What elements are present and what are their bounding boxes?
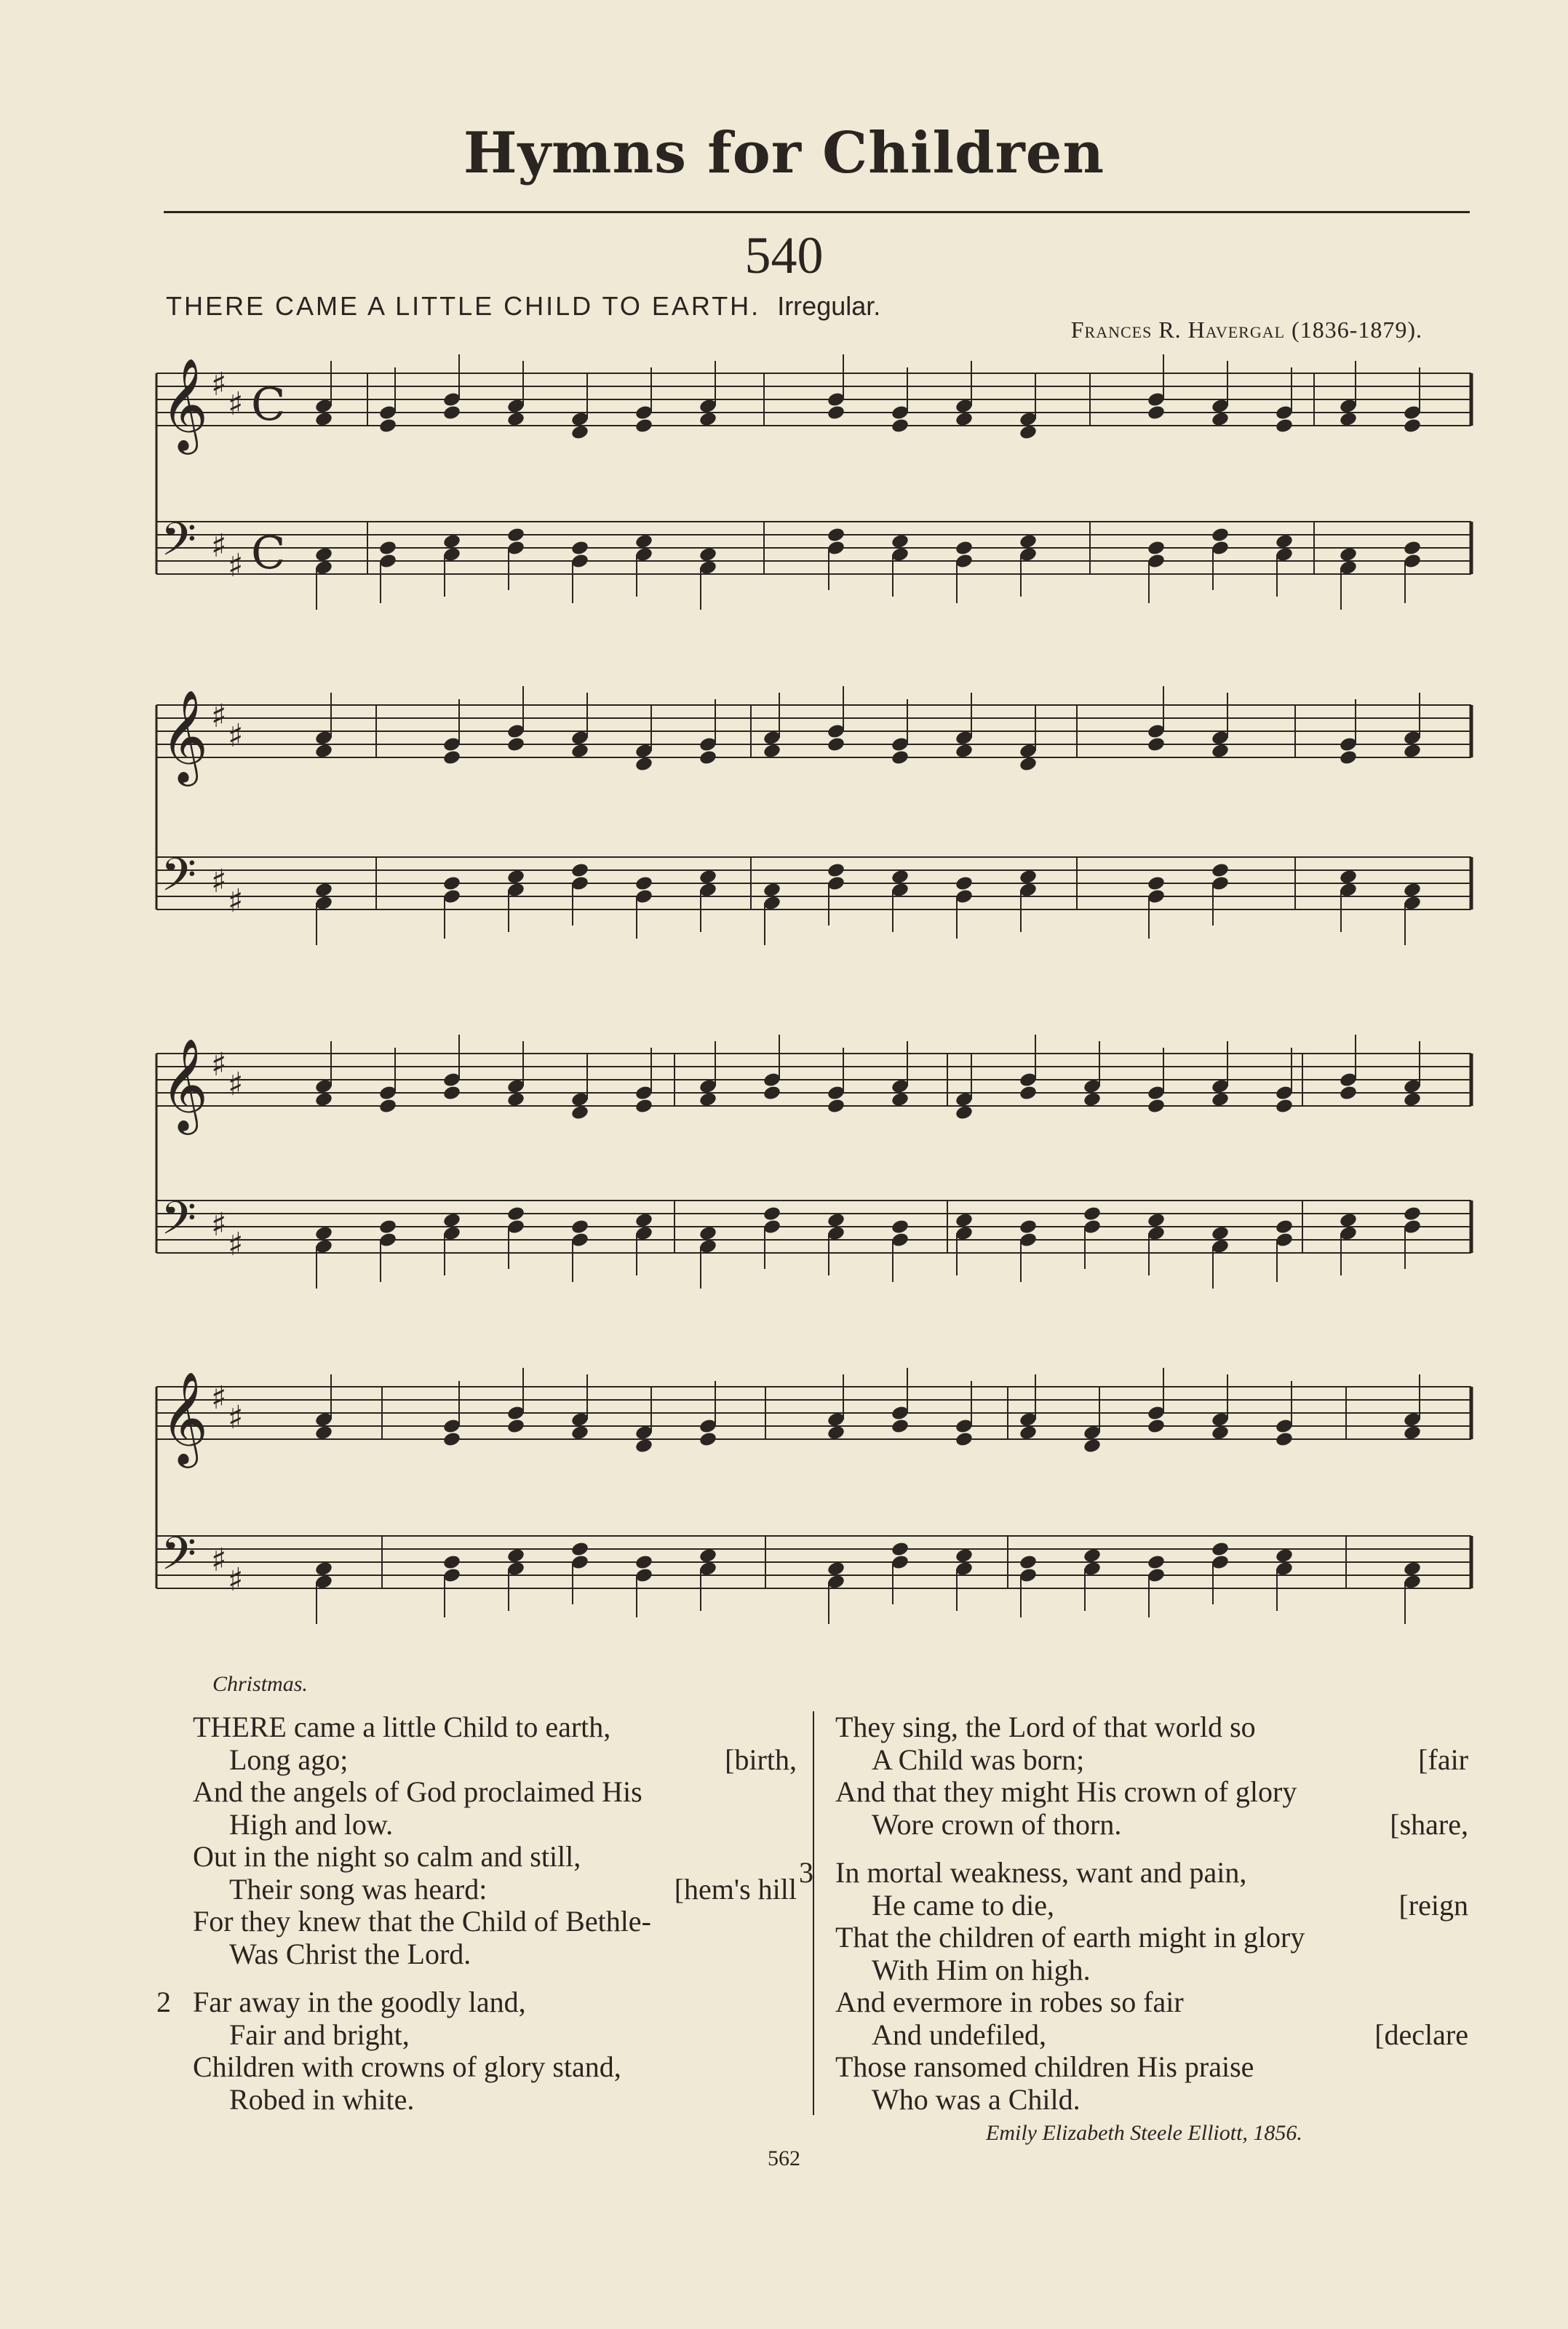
note-head	[1403, 743, 1422, 760]
note-head	[955, 743, 974, 760]
note-head	[378, 1098, 397, 1115]
note-head	[827, 405, 845, 421]
note-head	[570, 424, 589, 441]
verse-line	[835, 1776, 1468, 1809]
note-head	[1403, 1091, 1422, 1108]
stanza-gap	[835, 1841, 1468, 1857]
note-head	[314, 1091, 333, 1108]
note-head	[699, 1091, 717, 1108]
note-head	[506, 1418, 525, 1435]
sharp-sign: ♯	[211, 366, 227, 403]
note-head	[314, 1225, 333, 1242]
verse-line	[835, 1954, 1468, 1987]
sharp-sign: ♯	[211, 1380, 227, 1417]
note-head	[827, 1098, 845, 1115]
note-head	[506, 1091, 525, 1108]
verse-text: Long ago;	[229, 1743, 349, 1776]
sharp-sign: ♯	[228, 547, 244, 584]
verse-line	[193, 2051, 797, 2084]
note-head	[891, 1091, 910, 1108]
stanza	[799, 1856, 1468, 2116]
note-head	[891, 533, 910, 550]
sharp-sign: ♯	[211, 1046, 227, 1083]
note-head	[1211, 1425, 1230, 1441]
note-head	[1019, 1554, 1038, 1571]
sharp-sign: ♯	[211, 698, 227, 735]
stanza	[193, 1711, 797, 1970]
note-head	[442, 1212, 461, 1229]
note-head	[1339, 546, 1358, 563]
verse-line	[193, 1776, 797, 1809]
note-head	[1403, 1425, 1422, 1441]
section-title: Hymns for Children	[463, 120, 1105, 186]
common-time-sign: C	[251, 526, 286, 579]
verse-text: Robed in white.	[229, 2082, 415, 2116]
note-head	[1339, 869, 1358, 885]
note-head	[891, 1418, 910, 1435]
stanza	[835, 1711, 1468, 1841]
hymn-number: 540	[744, 226, 824, 284]
note-head	[955, 1548, 974, 1564]
note-head	[506, 736, 525, 753]
verse-text: For they knew that the Child of Bethle-	[193, 1905, 651, 1938]
sharp-sign: ♯	[211, 1542, 227, 1579]
sharp-sign: ♯	[228, 1561, 244, 1599]
treble-clef: 𝄞	[161, 1038, 209, 1131]
note-head	[442, 405, 461, 421]
note-head	[634, 1098, 653, 1115]
bass-clef: 𝄢	[161, 1191, 196, 1256]
note-head	[763, 882, 781, 899]
verse-line	[835, 2084, 1468, 2117]
note-head	[827, 1425, 845, 1441]
note-head	[1339, 1212, 1358, 1229]
note-head	[827, 527, 845, 544]
verse-line	[835, 1744, 1468, 1777]
note-head	[891, 1219, 910, 1235]
sharp-sign: ♯	[228, 1066, 244, 1103]
sharp-sign: ♯	[211, 863, 227, 900]
verse-overflow: [reign	[1398, 1888, 1468, 1922]
note-head	[1019, 869, 1038, 885]
verse-line	[835, 1922, 1468, 1954]
note-head	[506, 411, 525, 428]
verse-text: Fair and bright,	[229, 2018, 410, 2051]
stanza-number: 2	[156, 1986, 171, 2018]
note-head	[634, 1438, 653, 1454]
verse-text: High and low.	[229, 1807, 394, 1841]
note-head	[1083, 1091, 1102, 1108]
note-head	[378, 418, 397, 434]
note-head	[634, 533, 653, 550]
verse-text: A Child was born;	[872, 1743, 1085, 1776]
sharp-sign: ♯	[228, 1226, 244, 1263]
note-head	[314, 1425, 333, 1441]
note-head	[1275, 1219, 1294, 1235]
note-head	[955, 1212, 974, 1229]
note-head	[1147, 875, 1166, 892]
verse-text: And that they might His crown of glory	[835, 1775, 1297, 1808]
note-head	[891, 418, 910, 434]
note-head	[1403, 1206, 1422, 1222]
author-attribution: Emily Elizabeth Steele Elliott, 1856.	[986, 2121, 1302, 2145]
stanza-column-left	[156, 1711, 797, 2116]
verse-line	[193, 1711, 797, 1744]
verse-text: Their song was heard:	[229, 1872, 487, 1906]
note-head	[1403, 882, 1422, 899]
note-head	[442, 875, 461, 892]
note-head	[1147, 540, 1166, 557]
verse-overflow: [share,	[1390, 1807, 1468, 1841]
note-head	[891, 749, 910, 766]
note-head	[1211, 1541, 1230, 1558]
note-head	[763, 1206, 781, 1222]
note-head	[378, 540, 397, 557]
note-head	[699, 869, 717, 885]
note-head	[634, 1554, 653, 1571]
note-head	[1403, 418, 1422, 434]
note-head	[699, 1225, 717, 1242]
note-head	[1339, 1085, 1358, 1102]
verse-line	[835, 2051, 1468, 2084]
note-head	[570, 540, 589, 557]
verse-line	[835, 1890, 1468, 1922]
note-head	[1211, 1225, 1230, 1242]
note-head	[699, 1548, 717, 1564]
verse-line	[835, 1809, 1468, 1842]
note-head	[1211, 743, 1230, 760]
bass-clef: 𝄢	[161, 1526, 196, 1591]
verse-text: With Him on high.	[872, 1953, 1091, 1986]
note-head	[378, 1219, 397, 1235]
stanza	[156, 1986, 797, 2116]
verse-line	[193, 1841, 797, 1874]
note-head	[442, 1431, 461, 1448]
verse-overflow: [declare	[1374, 2018, 1468, 2051]
verse-text: THERE came a little Child to earth,	[193, 1711, 611, 1743]
note-head	[1403, 540, 1422, 557]
stanza-gap	[193, 1970, 797, 1986]
verse-line	[835, 1986, 1468, 2019]
verse-text: Wore crown of thorn.	[872, 1807, 1122, 1841]
note-head	[763, 1085, 781, 1102]
note-head	[570, 1541, 589, 1558]
note-head	[827, 1561, 845, 1577]
verse-line	[835, 1711, 1468, 1744]
tune-meter: Irregular.	[777, 291, 881, 321]
note-head	[955, 411, 974, 428]
note-head	[891, 869, 910, 885]
sharp-sign: ♯	[228, 386, 244, 423]
note-head	[1147, 1212, 1166, 1229]
note-head	[827, 736, 845, 753]
sharp-sign: ♯	[228, 883, 244, 920]
bass-clef: 𝄢	[161, 512, 196, 577]
verse-line	[193, 2019, 797, 2052]
verse-text: Far away in the goodly land,	[193, 1986, 526, 2018]
occasion-label: Christmas.	[212, 1672, 308, 1696]
treble-clef: 𝄞	[161, 689, 209, 782]
verse-line	[835, 2019, 1468, 2052]
note-head	[570, 1104, 589, 1121]
note-head	[1147, 736, 1166, 753]
note-head	[1211, 411, 1230, 428]
note-head	[1275, 1548, 1294, 1564]
note-head	[1403, 1561, 1422, 1577]
note-head	[827, 862, 845, 879]
note-head	[1083, 1206, 1102, 1222]
note-head	[1275, 1431, 1294, 1448]
note-head	[634, 418, 653, 434]
note-head	[827, 1212, 845, 1229]
verse-text: Was Christ the Lord.	[229, 1937, 471, 1970]
sharp-sign: ♯	[228, 717, 244, 755]
note-head	[1147, 405, 1166, 421]
note-head	[1083, 1548, 1102, 1564]
verse-text: They sing, the Lord of that world so	[835, 1711, 1256, 1743]
note-head	[1019, 533, 1038, 550]
tune-title: THERE CAME A LITTLE CHILD TO EARTH.	[166, 291, 761, 321]
note-head	[1019, 1219, 1038, 1235]
note-head	[442, 1554, 461, 1571]
note-head	[570, 1425, 589, 1441]
note-head	[699, 1431, 717, 1448]
note-head	[1083, 1438, 1102, 1454]
stanza-column-right	[799, 1711, 1468, 2116]
note-head	[314, 1561, 333, 1577]
page-number: 562	[768, 2146, 800, 2170]
verse-text: He came to die,	[872, 1888, 1054, 1922]
note-head	[1275, 533, 1294, 550]
note-head	[506, 527, 525, 544]
sharp-sign: ♯	[211, 527, 227, 565]
note-head	[506, 869, 525, 885]
note-head	[1019, 1425, 1038, 1441]
note-head	[442, 533, 461, 550]
note-head	[1211, 527, 1230, 544]
composer-name: Frances R. Havergal (1836-1879).	[1070, 316, 1422, 343]
note-head	[634, 1212, 653, 1229]
note-head	[570, 743, 589, 760]
note-head	[699, 546, 717, 563]
note-head	[1211, 1091, 1230, 1108]
note-head	[1019, 424, 1038, 441]
verse-overflow: [fair	[1418, 1743, 1468, 1776]
verse-overflow: [hem's hill	[674, 1872, 797, 1906]
note-head	[1211, 862, 1230, 879]
note-head	[314, 546, 333, 563]
note-head	[1275, 418, 1294, 434]
verse-line	[193, 1874, 797, 1906]
verse-text: Who was a Child.	[872, 2082, 1081, 2116]
common-time-sign: C	[251, 378, 286, 431]
note-head	[506, 1206, 525, 1222]
note-head	[1147, 1554, 1166, 1571]
note-head	[314, 743, 333, 760]
note-head	[1339, 411, 1358, 428]
verse-text: And evermore in robes so fair	[835, 1986, 1184, 2018]
verse-overflow: [birth,	[725, 1743, 797, 1776]
verse-text: In mortal weakness, want and pain,	[835, 1856, 1247, 1889]
verse-text: That the children of earth might in glory	[835, 1921, 1305, 1954]
sharp-sign: ♯	[211, 1206, 227, 1243]
treble-clef: 𝄞	[161, 357, 209, 450]
verse-text: Children with crowns of glory stand,	[193, 2050, 621, 2083]
verse-line	[193, 1986, 797, 2019]
note-head	[955, 1431, 974, 1448]
note-head	[763, 743, 781, 760]
note-head	[1147, 1418, 1166, 1435]
note-head	[442, 749, 461, 766]
note-head	[634, 756, 653, 773]
verse-line	[193, 1906, 797, 1938]
verse-line	[835, 1857, 1468, 1890]
note-head	[955, 875, 974, 892]
note-head	[699, 411, 717, 428]
verse-line	[193, 2084, 797, 2117]
note-head	[570, 862, 589, 879]
note-head	[955, 1104, 974, 1121]
note-head	[891, 1541, 910, 1558]
verse-line	[193, 1938, 797, 1971]
note-head	[1019, 756, 1038, 773]
note-head	[1147, 1098, 1166, 1115]
note-head	[314, 411, 333, 428]
note-head	[506, 1548, 525, 1564]
stanza-number: 3	[799, 1856, 813, 1889]
verse-text: And the angels of God proclaimed His	[193, 1775, 642, 1808]
note-head	[955, 540, 974, 557]
note-head	[1339, 749, 1358, 766]
sharp-sign: ♯	[228, 1399, 244, 1436]
bass-clef: 𝄢	[161, 848, 196, 912]
note-head	[1275, 1098, 1294, 1115]
verse-line	[193, 1809, 797, 1842]
column-divider	[813, 1711, 814, 2115]
verse-text: Those ransomed children His praise	[835, 2050, 1254, 2083]
note-head	[634, 875, 653, 892]
verse-line	[193, 1744, 797, 1777]
verse-text: And undefiled,	[872, 2018, 1046, 2051]
note-head	[570, 1219, 589, 1235]
note-head	[314, 882, 333, 899]
note-head	[699, 749, 717, 766]
treble-clef: 𝄞	[161, 1371, 209, 1464]
note-head	[442, 1085, 461, 1102]
note-head	[1019, 1085, 1038, 1102]
verse-text: Out in the night so calm and still,	[193, 1840, 581, 1873]
